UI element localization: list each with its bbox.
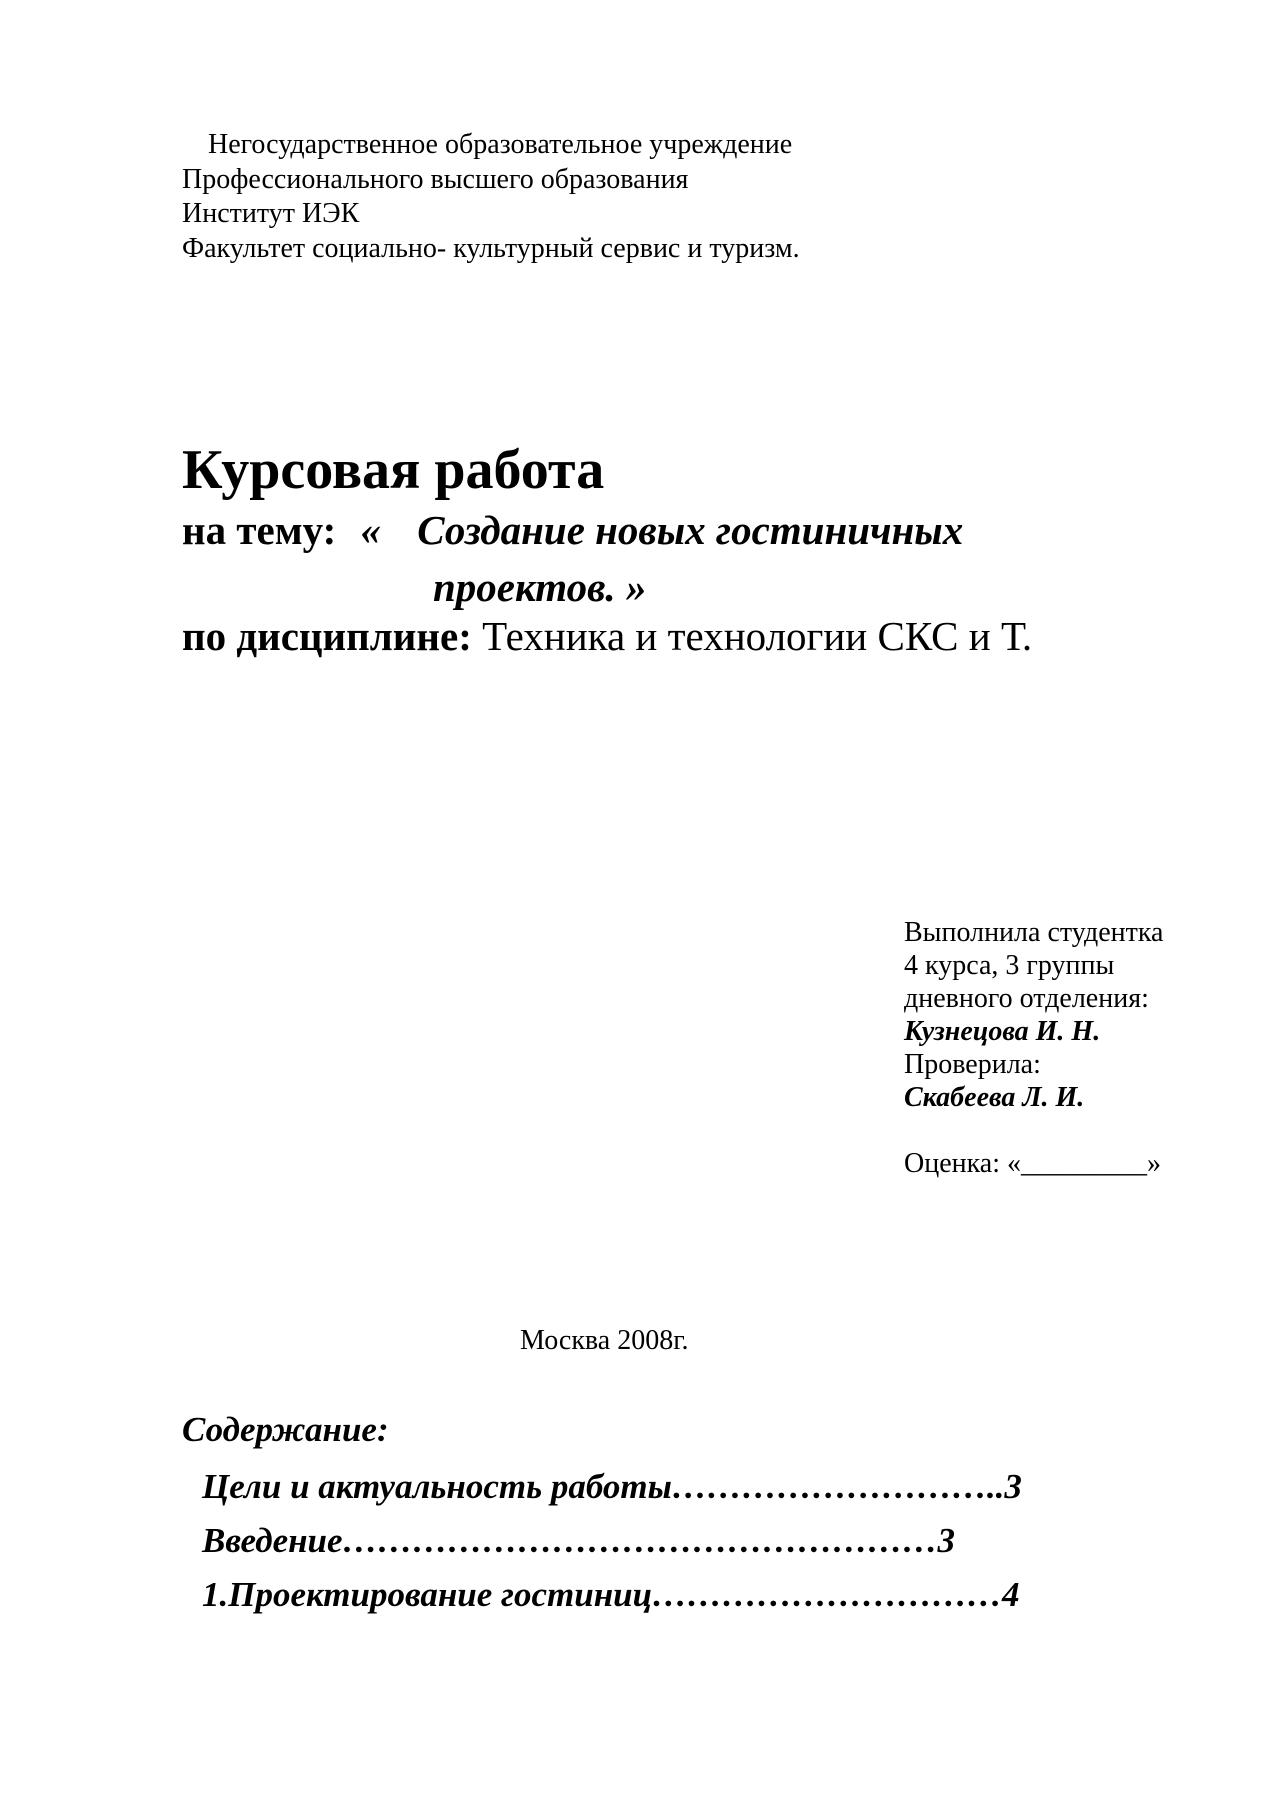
student-name: Кузнецова И. Н.: [904, 1016, 1101, 1047]
topic-line: [182, 506, 963, 554]
contents-item: Цели и актуальность работы………………………..3: [202, 1467, 1022, 1506]
institution-block: [182, 128, 800, 266]
teacher-name: Скабеева Л. И.: [904, 1082, 1085, 1113]
city-year: Москва 2008г.: [520, 1325, 689, 1356]
signature-line-2: 4 курса, 3 группы: [904, 950, 1115, 981]
signature-line-1: Выполнила студентка: [904, 917, 1164, 948]
contents-item: Введение……………………………………………3: [202, 1521, 956, 1560]
institution-line-3: Институт ИЭК: [182, 198, 360, 229]
contents-heading: Содержание:: [182, 1410, 389, 1449]
contents-item: 1.Проектирование гостиниц…………………………4: [202, 1575, 1020, 1614]
institution-line-2: Профессионального высшего образования: [182, 163, 689, 195]
topic-text-line-1: Создание новых гостиничных: [417, 507, 964, 553]
signature-block: [904, 916, 1163, 1180]
checked-label: Проверила:: [904, 1049, 1041, 1080]
institution-line-4: Факультет социально- культурный сервис и туризм.: [182, 232, 800, 264]
spacer: [904, 1114, 1163, 1147]
topic-label: на тему:: [182, 507, 337, 553]
contents-list: [202, 1460, 1022, 1622]
topic-text-line-2: проектов. »: [433, 564, 647, 610]
institution-line-1: Негосударственное образовательное учреждение: [208, 129, 793, 160]
discipline-line: [182, 612, 1032, 660]
topic-open-quote: «: [360, 507, 382, 553]
discipline-label: по дисциплине:: [182, 613, 472, 659]
grade-line: Оценка: «_________»: [904, 1148, 1162, 1179]
discipline-value: Техника и технологии СКС и Т.: [482, 613, 1033, 659]
document-title: Курсовая работа: [182, 439, 605, 501]
signature-line-3: дневного отделения:: [904, 983, 1149, 1014]
